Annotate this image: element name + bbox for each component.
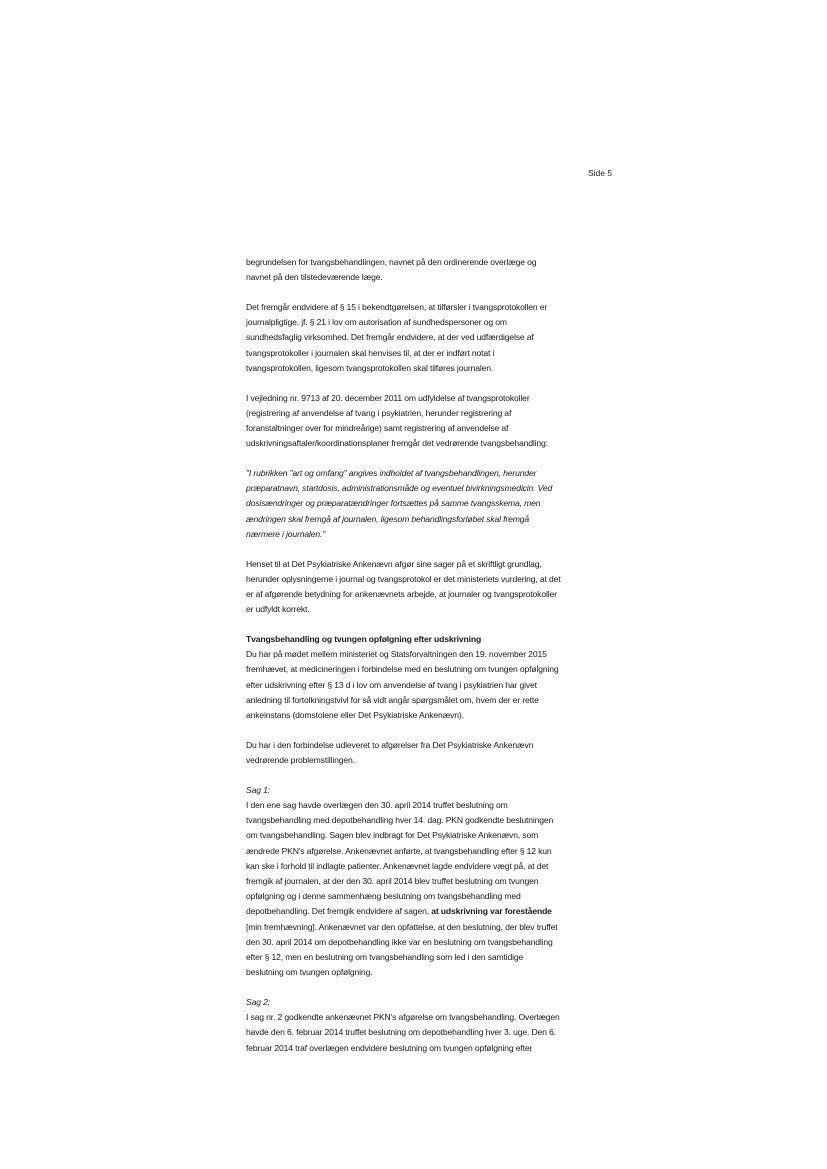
paragraph-meeting: Du har på mødet mellem ministeriet og Statsforvaltningen den 19. november 2015 fremhævet, at medicineringen i forbindelse med en beslutning om tvungen opfølgning efter udskrivning efter § 13 d i lov om anvendelse af tvang i psykiatrien har givet anledning til fortolkningstvivl for så vidt angår spørgsmålet om, hvem der er rette ankeinstans (domstolene eller Det Psykiatriske Ankenævn). xyxy=(246,649,559,721)
case-2-label: Sag 2: xyxy=(246,997,270,1008)
case-1 xyxy=(246,783,562,981)
paragraph-ankenaevn: Henset til at Det Psykiatriske Ankenævn afgør sine sager på et skriftligt grundlag, herunder oplysningerne i journal og tvangsprotokol er det ministeriets vurdering, at det er af afgørende betydning for ankenævnets arbejde, at journaler og tvangsprotokoller er udfyldt korrekt. xyxy=(246,558,561,615)
case-2 xyxy=(246,995,562,1056)
page-number: Side 5 xyxy=(588,168,613,178)
quote-block: "I rubrikken "art og omfang" angives indholdet af tvangsbehandlingen, herunder præparatnavn, startdosis, administrationsmåde og eventuel bivirkningsmedicin. Ved dosisændringer og præparatændringer fortsættes på samme tvangsskema, men ændringen skal fremgå af journalen, ligesom behandlingsforløbet skal fremgå nærmere i journalen." xyxy=(246,468,553,539)
case-2-text: I sag nr. 2 godkendte ankenævnet PKN's afgørelse om tvangsbehandling. Overlægen havde den 6. februar 2014 truffet beslutning om depotbehandling hver 3. uge. Den 6. februar 2014 traf overlægen endvidere beslutning om tvungen opfølgning efter xyxy=(246,1012,560,1053)
section-tvangsbehandling xyxy=(246,632,562,723)
case-1-label: Sag 1: xyxy=(246,784,270,795)
paragraph-bekendtgoerelse: Det fremgår endvidere af § 15 i bekendtgørelsen, at tilførsler i tvangsprotokollen er journalpligtige, jf. § 21 i lov om autorisation af sundhedspersoner og om sundhedsfaglig virksomhed. Det fremgår endvidere, at der ved udfærdigelse af tvangsprotokoller i journalen skal henvises til, at der er indført notat i tvangsprotokollen, ligesom tvangsprotokollen skal tilføres journalen. xyxy=(246,302,548,373)
case-1-emphasis: at udskrivning var forestående xyxy=(431,906,552,917)
case-1-text-end: [min fremhævning]. Ankenævnet var den opfattelse, at den beslutning, der blev truffet den 30. april 2014 om depotbehandling ikke var en beslutning om tvangsbehandling efter § 12, men en beslutning om tvangsbehandling som led i den samtidige beslutning om tvungen opfølgning. xyxy=(246,921,558,978)
document-body xyxy=(246,255,562,1056)
paragraph-journal-requirements: begrundelsen for tvangsbehandlingen, navnet på den ordinerende overlæge og navnet på den tilstedeværende læge. xyxy=(246,257,537,283)
section-heading: Tvangsbehandling og tvungen opfølgning efter udskrivning xyxy=(246,634,482,645)
case-1-text-start: I den ene sag havde overlægen den 30. april 2014 truffet beslutning om tvangsbehandling med depotbehandling hver 14. dag. PKN godkendte beslutningen om tvangsbehandling. Sagen blev indbragt for Det Psykiatriske Ankenævn, som ændrede PKN's afgørelse. Ankenævnet anførte, at tvangsbehandling efter § 12 kun kan ske i forhold til indlagte patienter. Ankenævnet lagde endvidere vægt på, at det fremgik af journalen, at der den 30. april 2014 blev truffet beslutning om tvungen opfølgning og i denne sammenhæng beslutning om tvangsbehandling med depotbehandling. Det fremgik endvidere af sagen, xyxy=(246,800,554,917)
paragraph-afgoerelser: Du har i den forbindelse udleveret to afgørelser fra Det Psykiatriske Ankenævn vedrørende problemstillingen. xyxy=(246,739,534,766)
paragraph-vejledning: I vejledning nr. 9713 af 20. december 2011 om udfyldelse af tvangsprotokoller (registrering af anvendelse af tvang i psykiatrien, herunder registrering af foranstaltninger over for mindreårige) samt registrering af anvendelse af udskrivningsaftaler/koordinationsplaner fremgår det vedrørende tvangsbehandling: xyxy=(246,392,548,449)
